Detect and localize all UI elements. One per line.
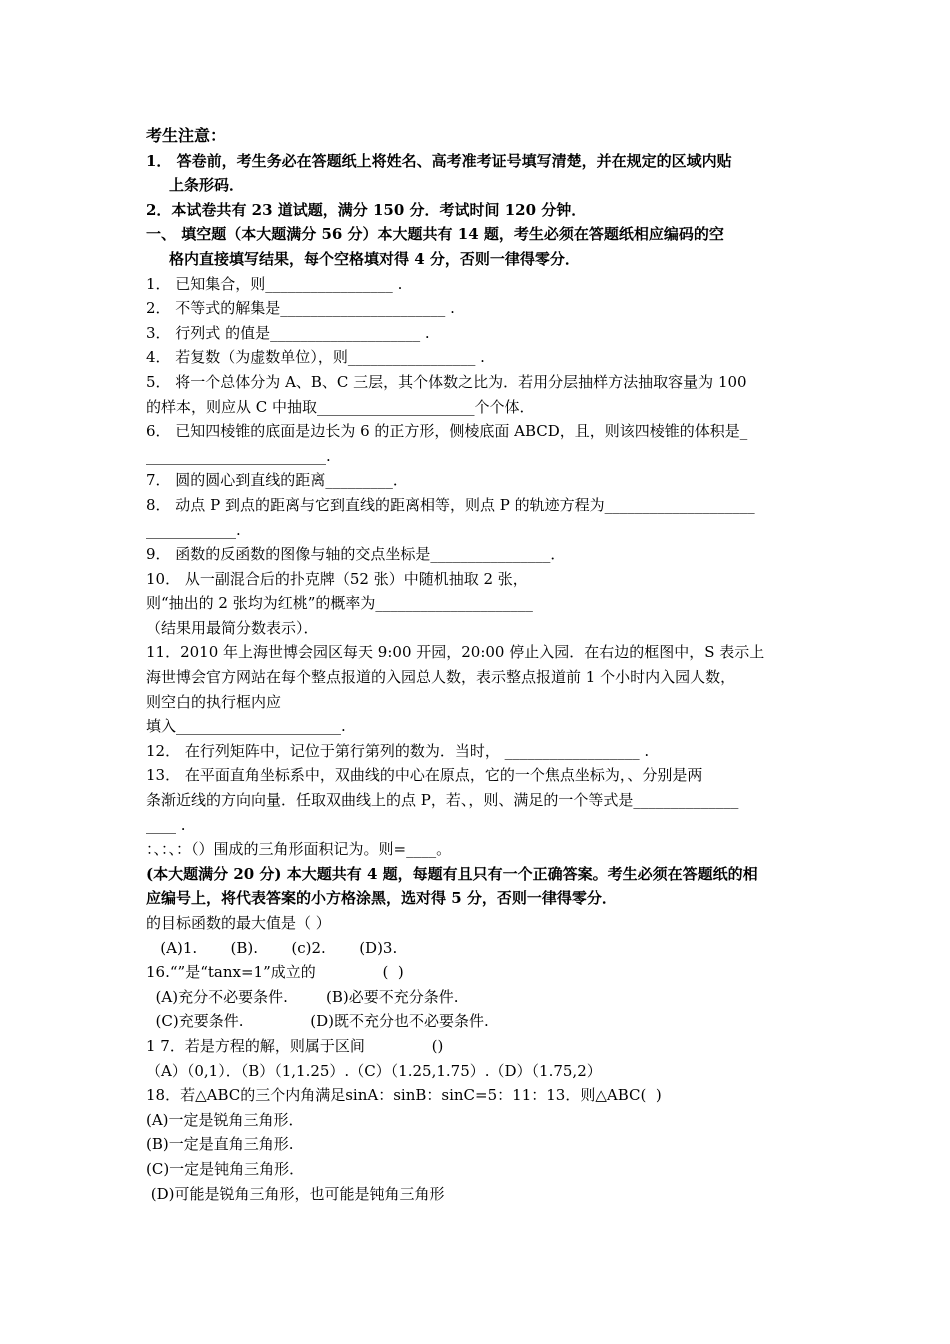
question-line: 6． 已知四棱锥的底面是边长为 6 的正方形，侧棱底面 ABCD，且，则该四棱锥的体积是_ [146,422,748,441]
choice-line: (C)充要条件. (D)既不充分也不必要条件. [146,1012,489,1031]
notice-item-2: 2．本试卷共有 23 道试题，满分 150 分．考试时间 120 分钟． [146,200,587,219]
choice-line: (B)一定是直角三角形. [146,1135,294,1154]
question-line: 13． 在平面直角坐标系中，双曲线的中心在原点，它的一个焦点坐标为，、分别是两 [146,766,703,785]
question-line: 10． 从一副混合后的扑克牌（52 张）中随机抽取 2 张， [146,569,528,588]
notice-item-1: 1． 答卷前，考生务必在答题纸上将姓名、高考准考证号填写清楚，并在规定的区域内贴 [146,151,732,170]
section2-header-cont: 应编号上，将代表答案的小方格涂黑，选对得 5 分，否则一律得零分． [146,889,617,908]
section1-header: 一、 填空题（本大题满分 56 分）本大题共有 14 题，考生必须在答题纸相应编码的空 [146,225,724,244]
question-line: 9． 函数的反函数的图像与轴的交点坐标是________________． [146,545,566,564]
notice-item-1-cont: 上条形码． [169,176,245,195]
choice-line: （A）（0,1）．（B）（1,1.25）.（C）（1.25,1.75）.（D）（1.75,2） [146,1061,602,1080]
question-line: 1． 已知集合，则_________________ . [146,274,403,293]
question-line: 7． 圆的圆心到直线的距离_________． [146,471,408,490]
question-line: 则空白的执行框内应 [146,692,282,711]
choice-line: 18．若△ABC的三个内角满足sinA：sinB：sinC=5：11：13．则△ABC( ) [146,1086,662,1105]
choice-line: 的目标函数的最大值是（ ） [146,914,331,932]
question-line: 3． 行列式 的值是____________________ . [146,323,430,342]
question-line: 条渐近线的方向向量．任取双曲线上的点 P，若、，则、满足的一个等式是______________ [146,791,739,810]
choice-line: (A)1. (B). (c)2. (D)3. [146,938,398,957]
question-line: ：、：、：（）围成的三角形面积记为。则=____。 [146,840,452,859]
question-line: 8． 动点 P 到点的距离与它到直线的距离相等，则点 P 的轨迹方程为____________________ [146,495,755,514]
section1-header-cont: 格内直接填写结果，每个空格填对得 4 分，否则一律得零分． [169,249,580,268]
question-line: ____________. [146,520,241,539]
question-line: 则“抽出的 2 张均为红桃”的概率为_____________________ [146,594,533,613]
question-line: 5． 将一个总体分为 A、B、C 三层，其个体数之比为．若用分层抽样方法抽取容量为 100 [146,372,747,391]
question-line: 4． 若复数（为虚数单位），则_________________ . [146,348,485,367]
section2-header: (本大题满分 20 分) 本大题共有 4 题，每题有且只有一个正确答案。考生必须在答题纸的相 [146,864,758,883]
choice-line: (C)一定是钝角三角形． [146,1159,305,1178]
question-line: 填入______________________. [146,717,346,736]
question-line: 11．2010 年上海世博会园区每天 9:00 开园，20:00 停止入园．在右边的框图中，S 表示上 [146,643,765,662]
choice-line: (A)一定是锐角三角形． [146,1110,304,1129]
question-line: 2． 不等式的解集是______________________ . [146,299,455,318]
choice-line: (D)可能是锐角三角形，也可能是钝角三角形 [146,1184,445,1203]
question-line: 的样本，则应从 C 中抽取_____________________个个体． [146,397,535,416]
question-line: 12． 在行列矩阵中，记位于第行第列的数为．当时， __________________ . [146,741,650,760]
exam-page [146,124,810,1206]
question-line: 海世博会官方网站在每个整点报道的入园总人数，表示整点报道前 1 个小时内入园人数， [146,668,736,687]
question-line: ____ . [146,815,186,834]
question-line: ________________________. [146,446,331,465]
choice-line: 1 7．若是方程的解，则属于区间 () [146,1036,444,1055]
choice-line: (A)充分不必要条件. (B)必要不充分条件. [146,987,459,1006]
choice-line: 16.“”是“tanx=1”成立的 ( ) [146,963,404,982]
notice-heading: 考生注意： [146,126,227,145]
question-line: （结果用最简分数表示）． [146,618,319,637]
